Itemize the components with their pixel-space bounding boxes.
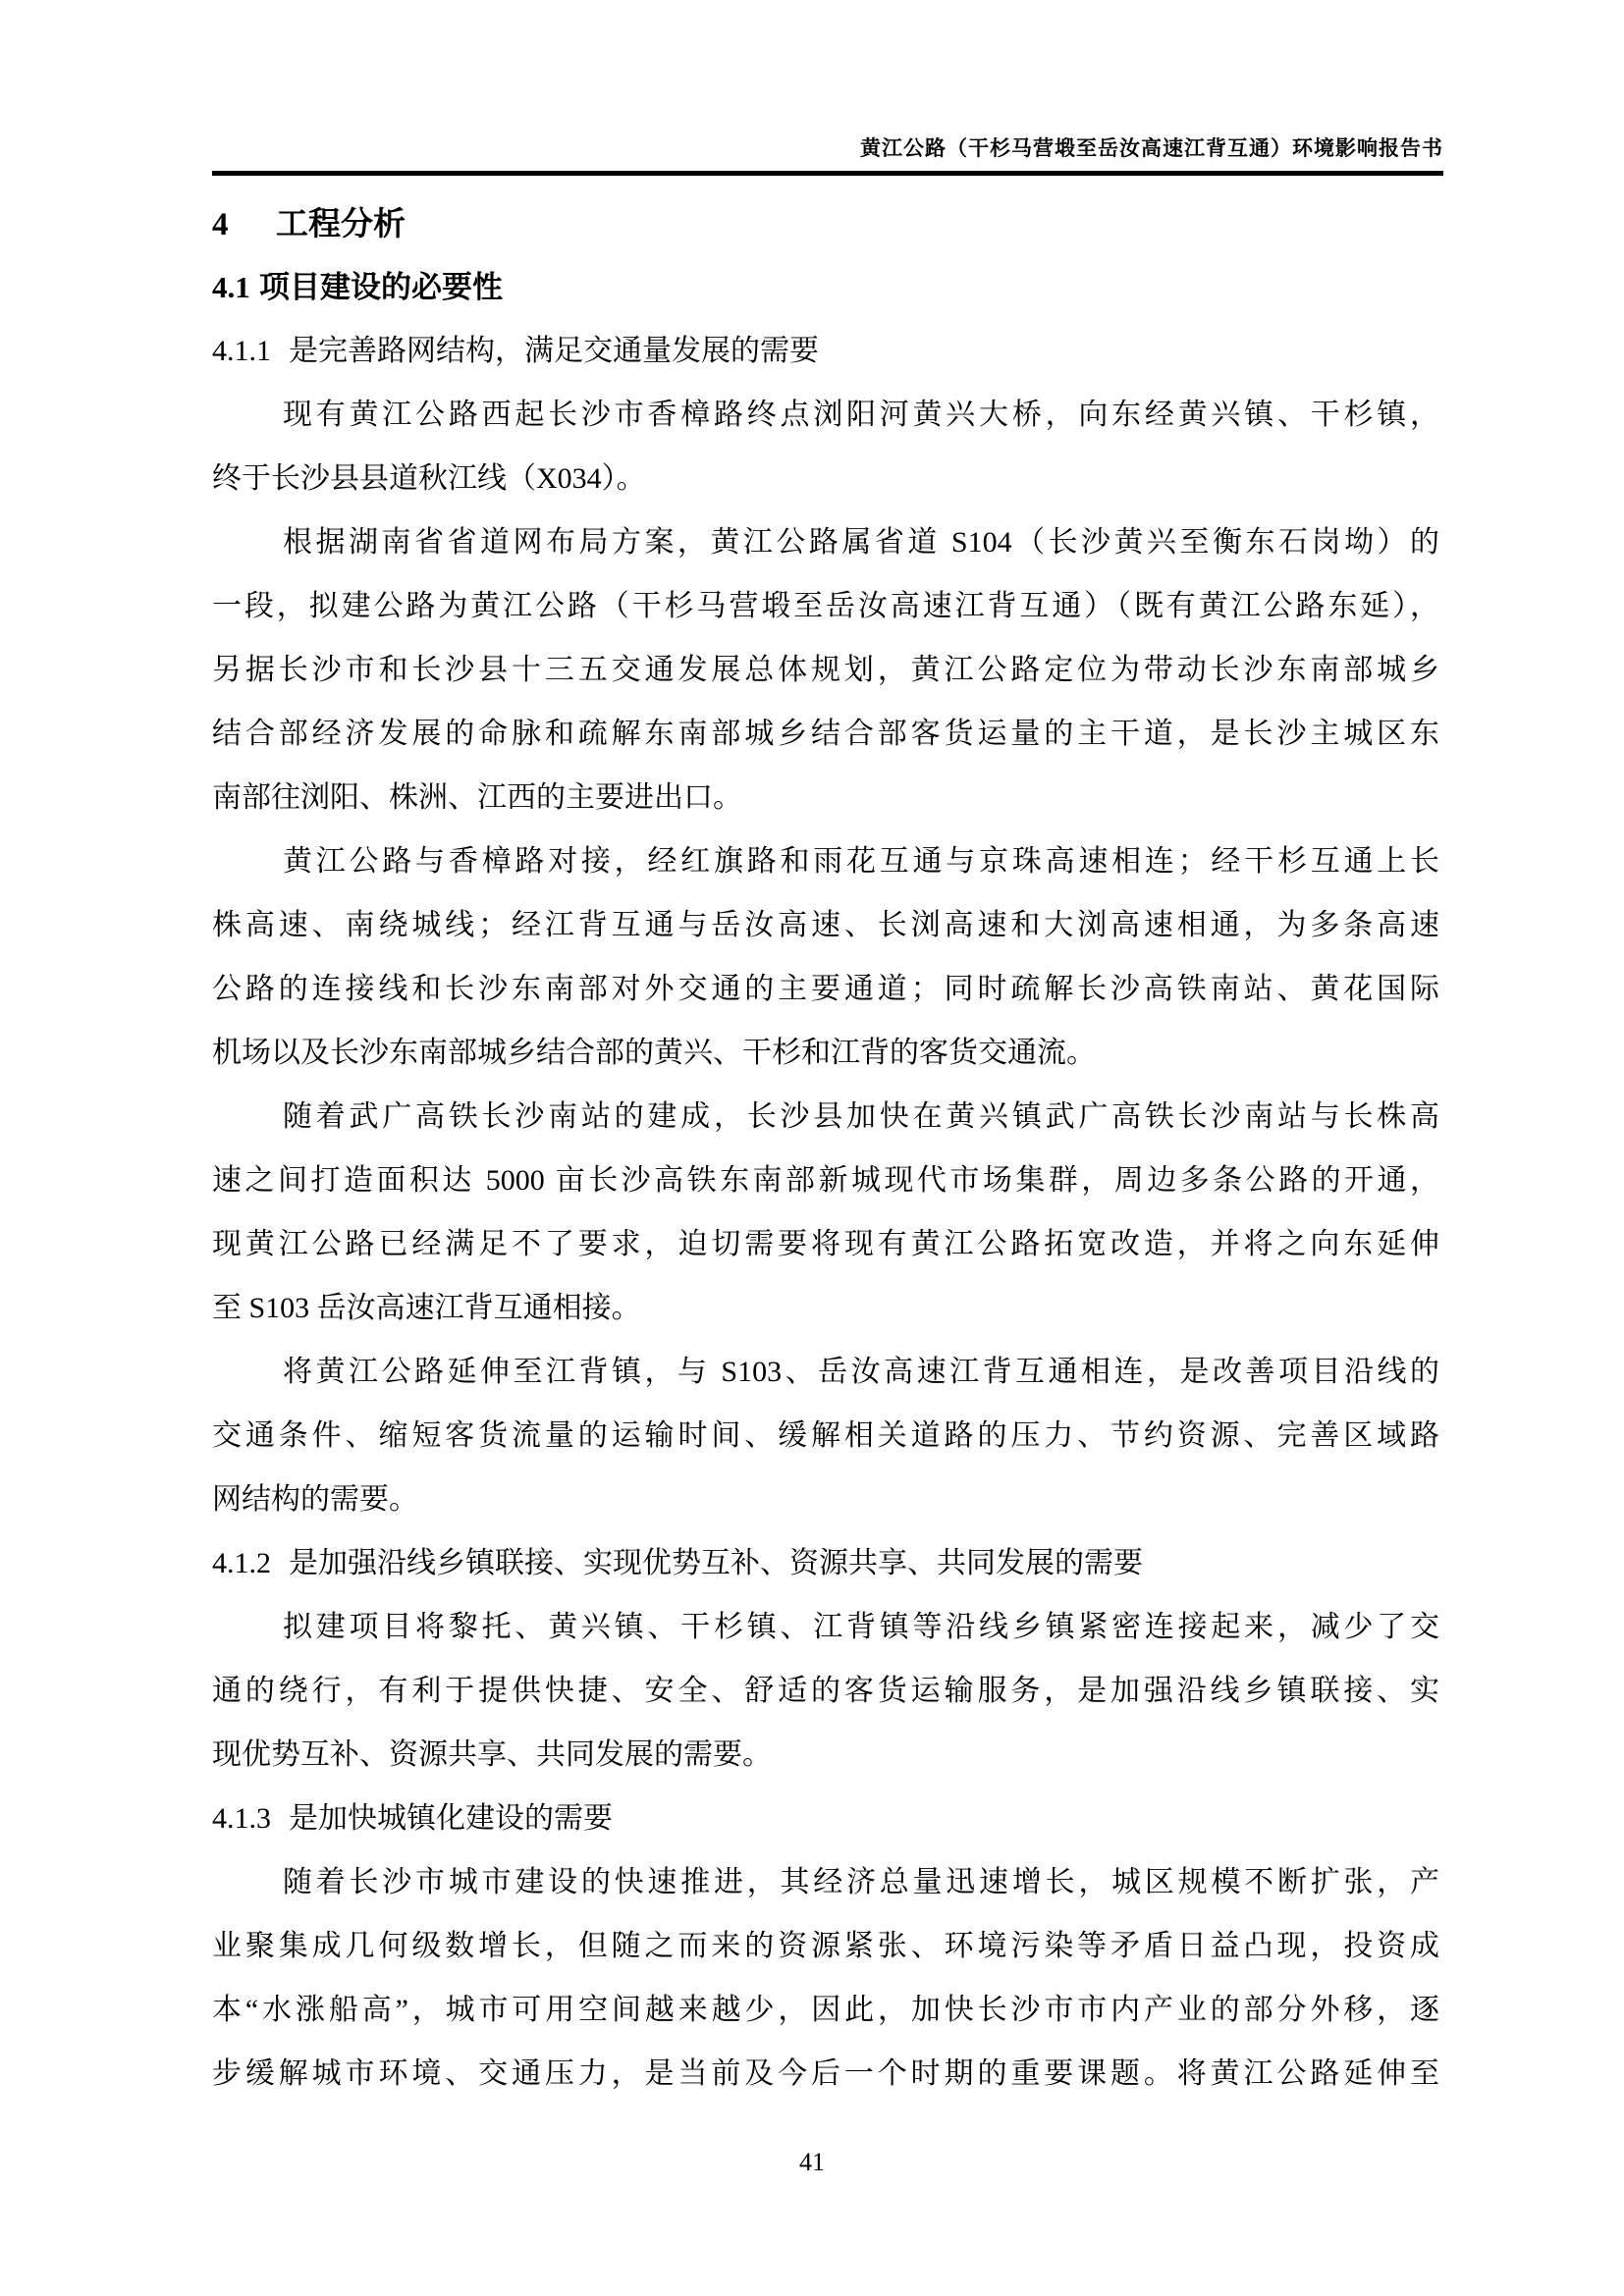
body-text-line: 业聚集成几何级数增长，但随之而来的资源紧张、环境污染等矛盾日益凸现，投资成 — [212, 1930, 1439, 1962]
body-text-line: 随着武广高铁长沙南站的建成，长沙县加快在黄兴镇武广高铁长沙南站与长株高 — [283, 1100, 1439, 1133]
body-text-line: 现黄江公路已经满足不了要求，迫切需要将现有黄江公路拓宽改造，并将之向东延伸 — [212, 1228, 1439, 1260]
body-text-line: 现优势互补、资源共享、共同发展的需要。 — [212, 1738, 772, 1771]
body-text-line: 结合部经济发展的命脉和疏解东南部城乡结合部客货运量的主干道，是长沙主城区东 — [212, 718, 1439, 750]
body-text-line: 网结构的需要。 — [212, 1483, 418, 1516]
subsection-number: 4.1.1 — [212, 335, 271, 367]
chapter-title: 工程分析 — [276, 205, 406, 241]
page-header: 黄江公路（干杉马营塅至岳汝高速江背互通）环境影响报告书 — [860, 136, 1443, 160]
section-number: 4.1 — [212, 270, 250, 304]
body-text-line: 通的绕行，有利于提供快捷、安全、舒适的客货运输服务，是加强沿线乡镇联接、实 — [212, 1675, 1439, 1707]
body-text-line: 根据湖南省省道网布局方案，黄江公路属省道 S104（长沙黄兴至衡东石岗坳）的 — [283, 526, 1439, 559]
content-area — [212, 191, 1439, 2106]
body-text-line: 拟建项目将黎托、黄兴镇、干杉镇、江背镇等沿线乡镇紧密连接起来，减少了交 — [283, 1611, 1439, 1643]
subsection-title: 是完善路网结构，满足交通量发展的需要 — [289, 335, 819, 367]
body-text-line: 现有黄江公路西起长沙市香樟路终点浏阳河黄兴大桥，向东经黄兴镇、干杉镇， — [283, 399, 1439, 431]
body-text-line: 速之间打造面积达 5000 亩长沙高铁东南部新城现代市场集群，周边多条公路的开通， — [212, 1164, 1439, 1197]
body-text-line: 机场以及长沙东南部城乡结合部的黄兴、干杉和江背的客货交通流。 — [212, 1037, 1096, 1069]
chapter-number: 4 — [212, 207, 229, 242]
body-text-line: 交通条件、缩短客货流量的运输时间、缓解相关道路的压力、节约资源、完善区域路 — [212, 1419, 1439, 1452]
section-title: 项目建设的必要性 — [259, 270, 503, 304]
body-text-line: 一段，拟建公路为黄江公路（干杉马营塅至岳汝高速江背互通）（既有黄江公路东延）， — [212, 590, 1439, 622]
chapter-heading — [212, 191, 1439, 255]
body-text-line: 公路的连接线和长沙东南部对外交通的主要通道；同时疏解长沙高铁南站、黄花国际 — [212, 973, 1439, 1005]
body-text-line: 另据长沙市和长沙县十三五交通发展总体规划，黄江公路定位为带动长沙东南部城乡 — [212, 654, 1439, 686]
subsection-heading — [212, 1531, 1439, 1595]
body-text-line: 随着长沙市城市建设的快速推进，其经济总量迅速增长，城区规模不断扩张，产 — [283, 1866, 1439, 1898]
body-text-line: 步缓解城市环境、交通压力，是当前及今后一个时期的重要课题。将黄江公路延伸至 — [212, 2057, 1439, 2090]
body-text-line: 株高速、南绕城线；经江背互通与岳汝高速、长浏高速和大浏高速相通，为多条高速 — [212, 909, 1439, 941]
section-heading — [212, 255, 1439, 319]
body-text-line: 至 S103 岳汝高速江背互通相接。 — [212, 1292, 641, 1324]
header-rule — [212, 171, 1443, 176]
body-text-line: 本“水涨船高”，城市可用空间越来越少，因此，加快长沙市市内产业的部分外移，逐 — [212, 1994, 1439, 2026]
page-number: 41 — [799, 2148, 825, 2176]
subsection-heading — [212, 319, 1439, 383]
subsection-number: 4.1.3 — [212, 1802, 271, 1835]
body-text-line: 将黄江公路延伸至江背镇，与 S103、岳汝高速江背互通相连，是改善项目沿线的 — [283, 1356, 1439, 1388]
body-text-line: 终于长沙县县道秋江线（X034）。 — [212, 462, 646, 495]
body-text-line: 南部往浏阳、株洲、江西的主要进出口。 — [212, 781, 742, 814]
subsection-heading — [212, 1787, 1439, 1850]
subsection-number: 4.1.2 — [212, 1547, 271, 1579]
subsection-title: 是加强沿线乡镇联接、实现优势互补、资源共享、共同发展的需要 — [289, 1547, 1143, 1579]
subsection-title: 是加快城镇化建设的需要 — [289, 1802, 613, 1835]
body-text-line: 黄江公路与香樟路对接，经红旗路和雨花互通与京珠高速相连；经干杉互通上长 — [283, 845, 1439, 878]
